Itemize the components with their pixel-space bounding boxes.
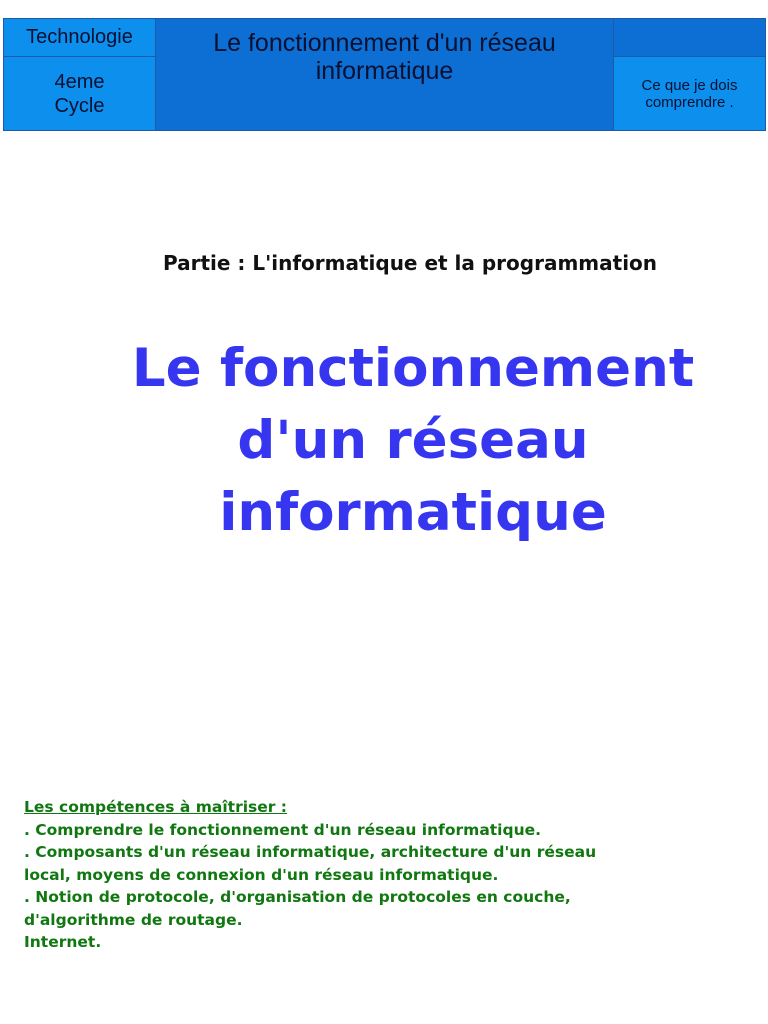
level-line-2: Cycle [54,94,105,117]
understand-line-1: Ce que je dois [641,76,738,94]
main-title-line-3: informatique [219,482,607,543]
subject-label: Technologie [26,26,133,48]
understand-line-2: comprendre . [645,93,734,111]
understand-cell [614,57,766,131]
skill-item: . Notion de protocole, d'organisation de protocoles en couche, d'algorithme de routage. [24,888,571,929]
subject-cell [4,19,156,57]
level-cell [4,57,156,131]
skill-item: Internet. [24,933,102,951]
level-line-1: 4eme [54,70,105,93]
header-title-line-2: informatique [315,57,454,85]
header-right-empty-cell [614,19,766,57]
skill-item: . Comprendre le fonctionnement d'un réseau informatique. [24,820,542,839]
skills-section [24,796,644,954]
skills-heading: Les compétences à maîtriser : [24,798,288,816]
main-title [0,333,768,549]
main-title-line-2: d'un réseau [237,410,589,471]
header-title-line-1: Le fonctionnement d'un réseau [213,29,556,57]
header-table [3,18,766,131]
part-label: Partie : L'informatique et la programmation [162,251,658,275]
main-title-line-1: Le fonctionnement [131,338,695,399]
skill-item: . Composants d'un réseau informatique, architecture d'un réseau local, moyens de connexion d'un réseau informatique. [24,843,597,884]
header-title-cell [156,19,614,131]
